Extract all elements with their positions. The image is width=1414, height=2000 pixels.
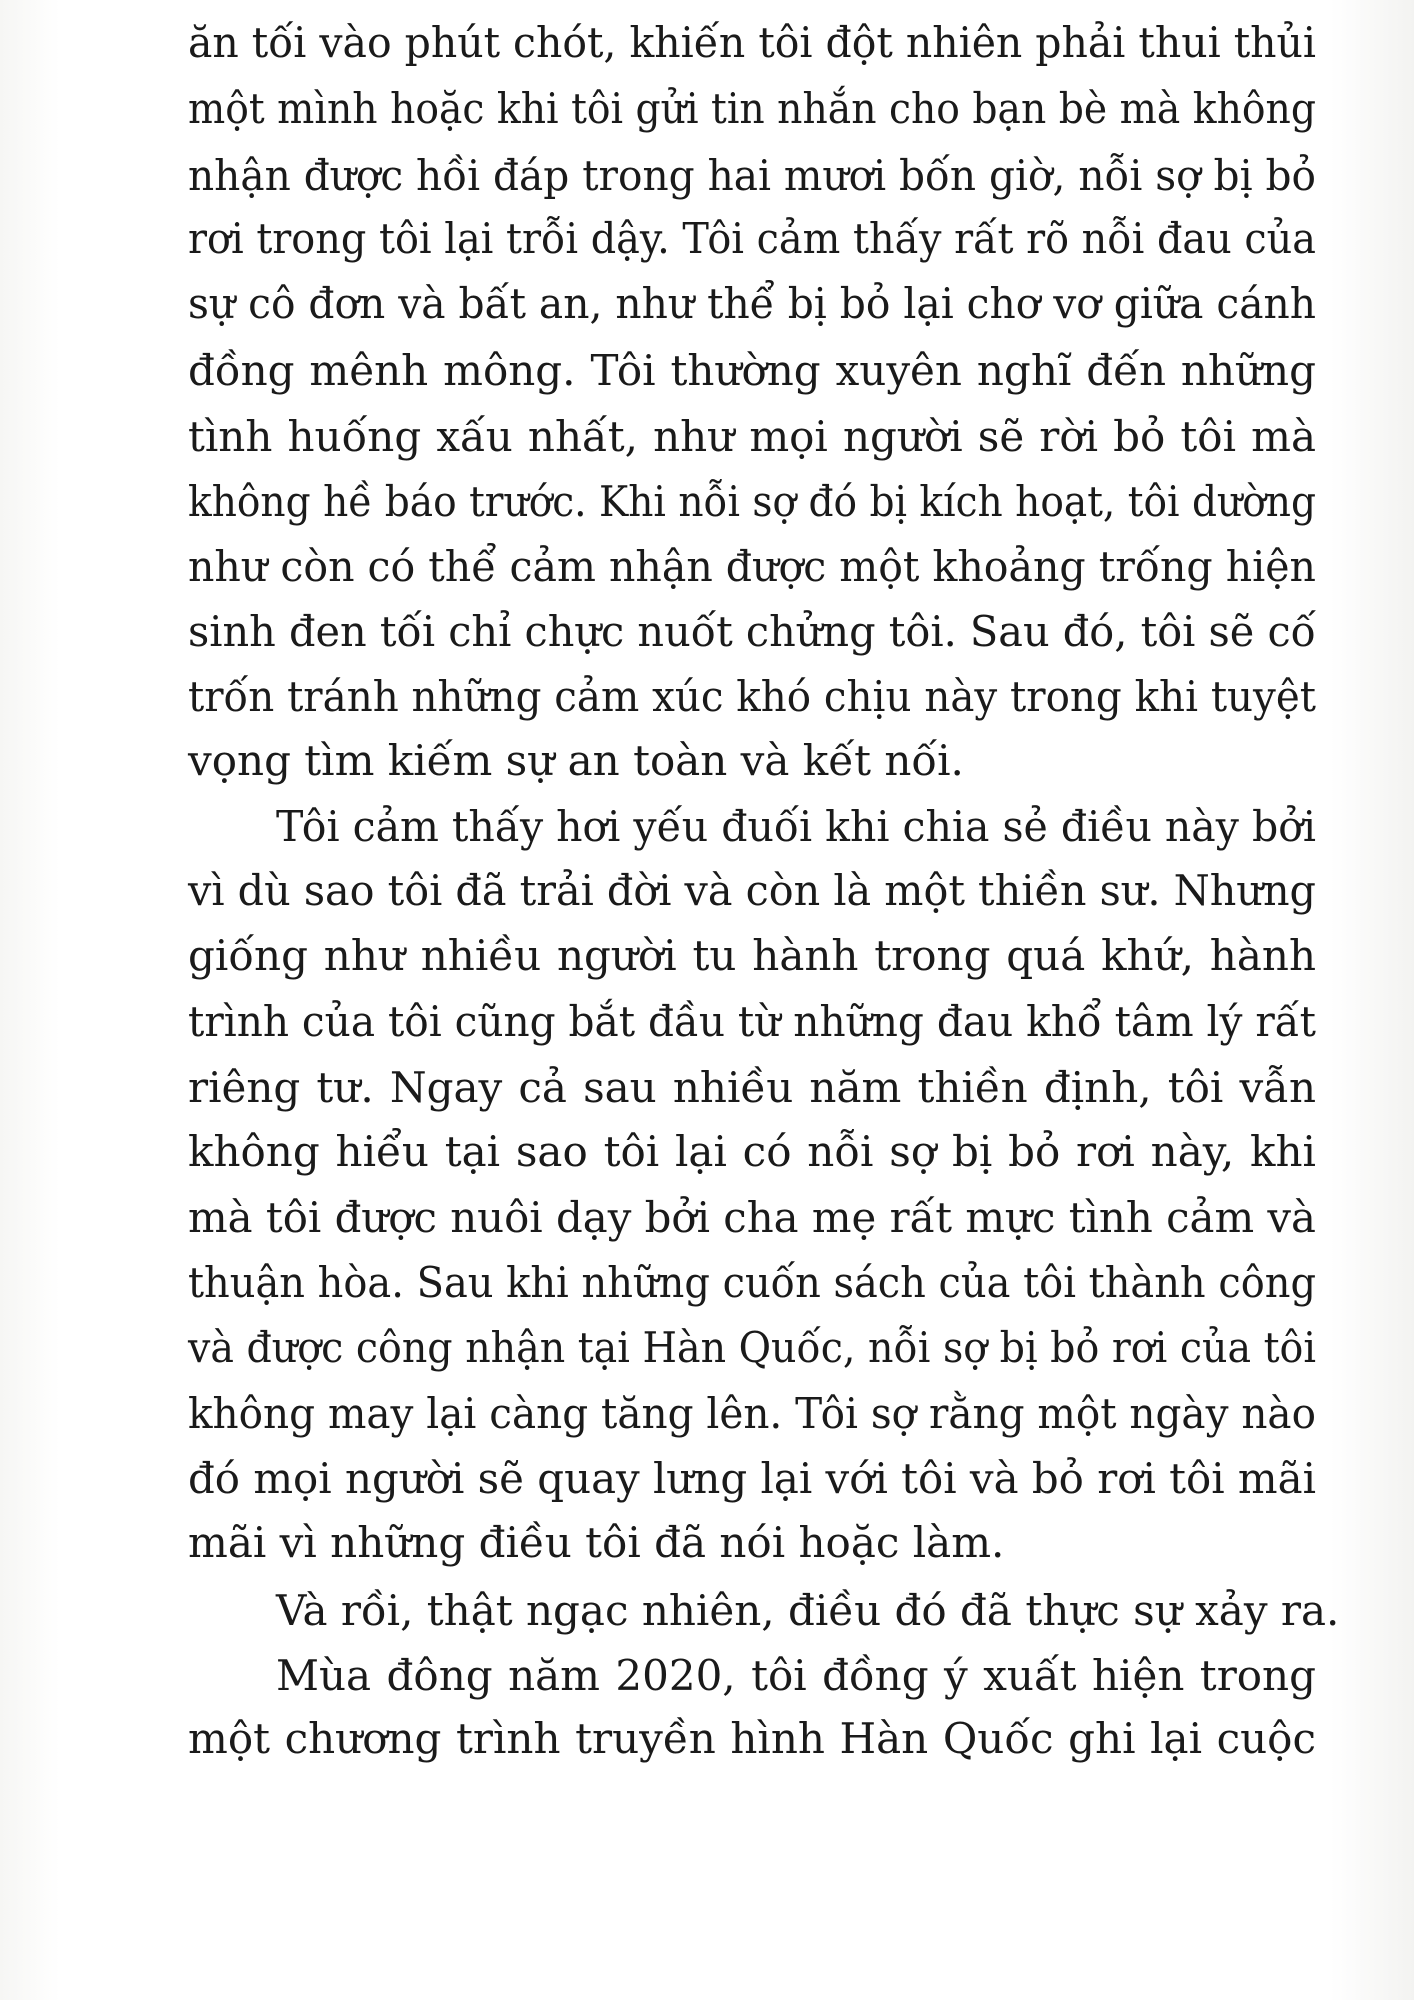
text-line: mãi vì những điều tôi đã nói hoặc làm. <box>188 1518 1005 1567</box>
text-line: mà tôi được nuôi dạy bởi cha mẹ rất mực tình cảm và <box>188 1193 1316 1242</box>
text-line: không may lại càng tăng lên. Tôi sợ rằng một ngày nào <box>188 1389 1316 1438</box>
text-line: và được công nhận tại Hàn Quốc, nỗi sợ bị bỏ rơi của tôi <box>188 1323 1316 1372</box>
text-line: giống như nhiều người tu hành trong quá khứ, hành <box>188 931 1316 980</box>
text-line: sự cô đơn và bất an, như thể bị bỏ lại chơ vơ giữa cánh <box>188 279 1316 328</box>
text-line: riêng tư. Ngay cả sau nhiều năm thiền định, tôi vẫn <box>188 1063 1316 1112</box>
text-line: vì dù sao tôi đã trải đời và còn là một thiền sư. Nhưng <box>188 866 1316 915</box>
text-line: đó mọi người sẽ quay lưng lại với tôi và bỏ rơi tôi mãi <box>188 1454 1316 1503</box>
text-line: rơi trong tôi lại trỗi dậy. Tôi cảm thấy rất rõ nỗi đau của <box>188 214 1316 263</box>
text-line: trốn tránh những cảm xúc khó chịu này trong khi tuyệt <box>188 672 1316 721</box>
text-line: Tôi cảm thấy hơi yếu đuối khi chia sẻ điều này bởi <box>276 802 1316 851</box>
text-line: đồng mênh mông. Tôi thường xuyên nghĩ đến những <box>188 346 1316 395</box>
text-line: Mùa đông năm 2020, tôi đồng ý xuất hiện trong <box>276 1651 1316 1700</box>
text-line: sinh đen tối chỉ chực nuốt chửng tôi. Sau đó, tôi sẽ cố <box>188 607 1316 656</box>
text-line: một chương trình truyền hình Hàn Quốc ghi lại cuộc <box>188 1714 1316 1763</box>
text-line: tình huống xấu nhất, như mọi người sẽ rời bỏ tôi mà <box>188 412 1316 461</box>
text-line: như còn có thể cảm nhận được một khoảng trống hiện <box>188 542 1316 591</box>
text-line: một mình hoặc khi tôi gửi tin nhắn cho bạn bè mà không <box>188 84 1316 133</box>
text-line: nhận được hồi đáp trong hai mươi bốn giờ, nỗi sợ bị bỏ <box>188 151 1316 200</box>
text-line: vọng tìm kiếm sự an toàn và kết nối. <box>188 736 964 785</box>
text-line: thuận hòa. Sau khi những cuốn sách của tôi thành công <box>188 1258 1316 1307</box>
text-line: không hề báo trước. Khi nỗi sợ đó bị kích hoạt, tôi dường <box>188 477 1316 526</box>
text-line: ăn tối vào phút chót, khiến tôi đột nhiên phải thui thủi <box>188 18 1316 67</box>
text-line: Và rồi, thật ngạc nhiên, điều đó đã thực sự xảy ra. <box>276 1586 1340 1635</box>
text-line: không hiểu tại sao tôi lại có nỗi sợ bị bỏ rơi này, khi <box>188 1127 1316 1176</box>
text-line: trình của tôi cũng bắt đầu từ những đau khổ tâm lý rất <box>188 997 1316 1046</box>
